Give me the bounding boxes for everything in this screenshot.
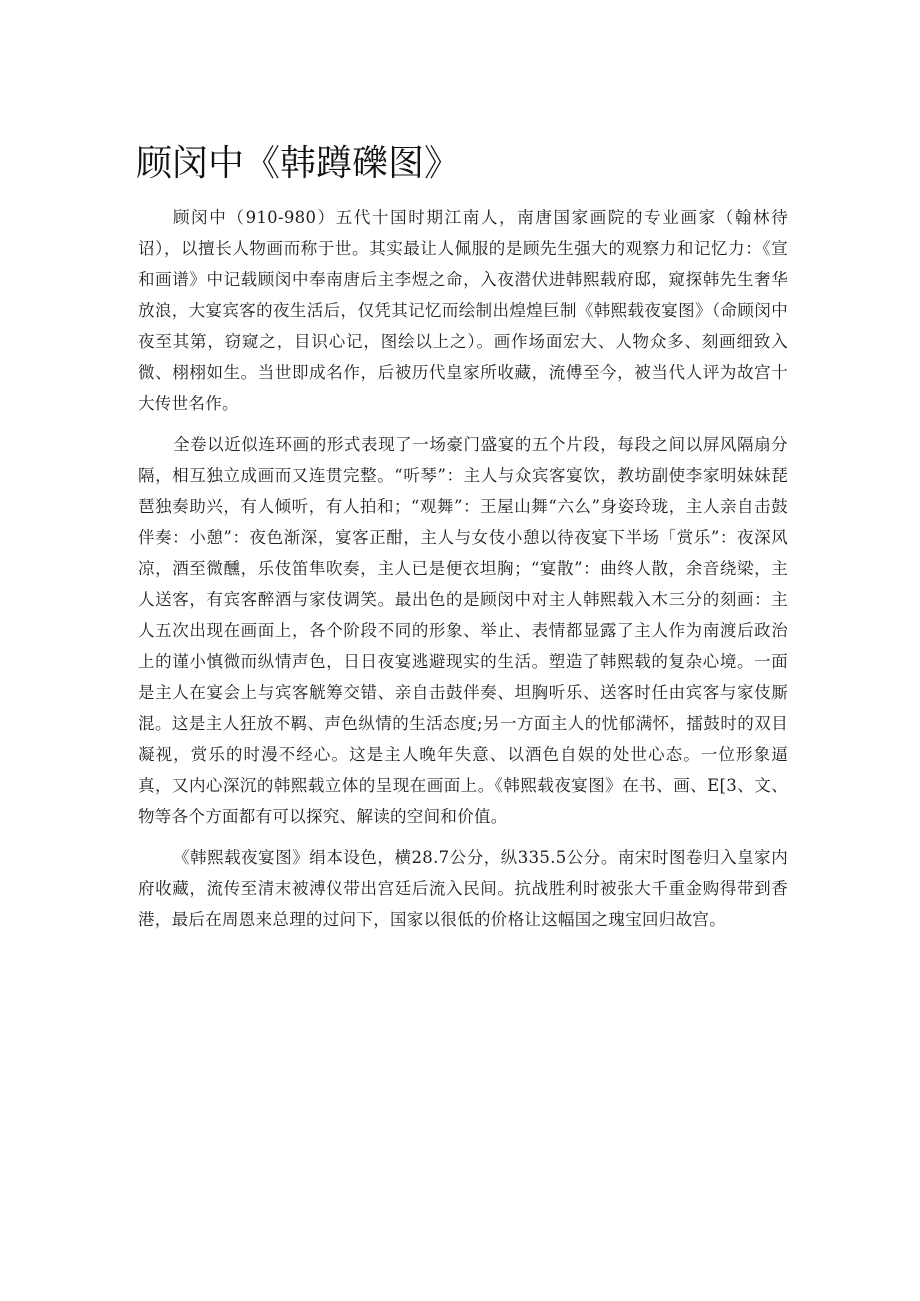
paragraph-provenance: 《韩熙载夜宴图》绢本设色，横28.7公分，纵335.5公分。南宋时图卷归入皇家内府收藏，流传至清末被溥仪带出宫廷后流入民间。抗战胜利时被张大千重金购得带到香港，最后在周恩来总理的过问下，国家以很低的价格让这幅国之瑰宝回归故宫。 (138, 848, 788, 929)
page-title: 顾闵中《韩蹲礫图》 (136, 143, 461, 184)
article-body (138, 202, 788, 945)
paragraph-intro: 顾闵中（910-980）五代十国时期江南人，南唐国家画院的专业画家（翰林待诏），以擅长人物画而称于世。其实最让人佩服的是顾先生强大的观察力和记忆力：《宣和画谱》中记载顾闵中奉南唐后主李煜之命，入夜潜伏进韩熙载府邸，窥探韩先生奢华放浪，大宴宾客的夜生活后，仅凭其记忆而绘制出煌煌巨制《韩熙载夜宴图》（命顾闵中夜至其第，窃窥之，目识心记，图绘以上之）。画作场面宏大、人物众多、刻画细致入微、栩栩如生。当世即成名作，后被历代皇家所收藏，流傅至今，被当代人评为故宫十大传世名作。 (138, 208, 788, 413)
paragraph-scenes: 全卷以近似连环画的形式表现了一场豪门盛宴的五个片段，每段之间以屏风隔扇分隔，相互独立成画而又连贯完整。“听琴”：主人与众宾客宴饮，教坊副使李家明妹妹琵琶独奏助兴，有人倾听，有人拍和；“观舞”：王屋山舞“六么”身姿玲珑，主人亲自击鼓伴奏：小憩”：夜色渐深，宴客正酣，主人与女伎小憩以待夜宴下半场「赏乐”：夜深风凉，酒至微醺，乐伎笛隼吹奏，主人已是便衣坦胸；“宴散”：曲终人散，余音绕梁，主人送客，有宾客醉酒与家伎调笑。最出色的是顾闵中对主人韩熙载入木三分的刻画：主人五次出现在画面上，各个阶段不同的形象、举止、表情都显露了主人作为南渡后政治上的谨小慎微而纵情声色，日日夜宴逃避现实的生活。塑造了韩熙载的复杂心境。一面是主人在宴会上与宾客觥筹交错、亲自击鼓伴奏、坦胸听乐、送客时任由宾客与家伎厮混。这是主人狂放不羁、声色纵情的生活态度;另一方面主人的忧郁满怀，擂鼓时的双目凝视，赏乐的时漫不经心。这是主人晚年失意、以酒色自娱的处世心态。一位形象逼真，又内心深沉的韩熙载立体的呈现在画面上。《韩熙载夜宴图》在书、画、E[3、文、物等各个方面都有可以探究、解读的空间和价值。 (138, 435, 788, 826)
